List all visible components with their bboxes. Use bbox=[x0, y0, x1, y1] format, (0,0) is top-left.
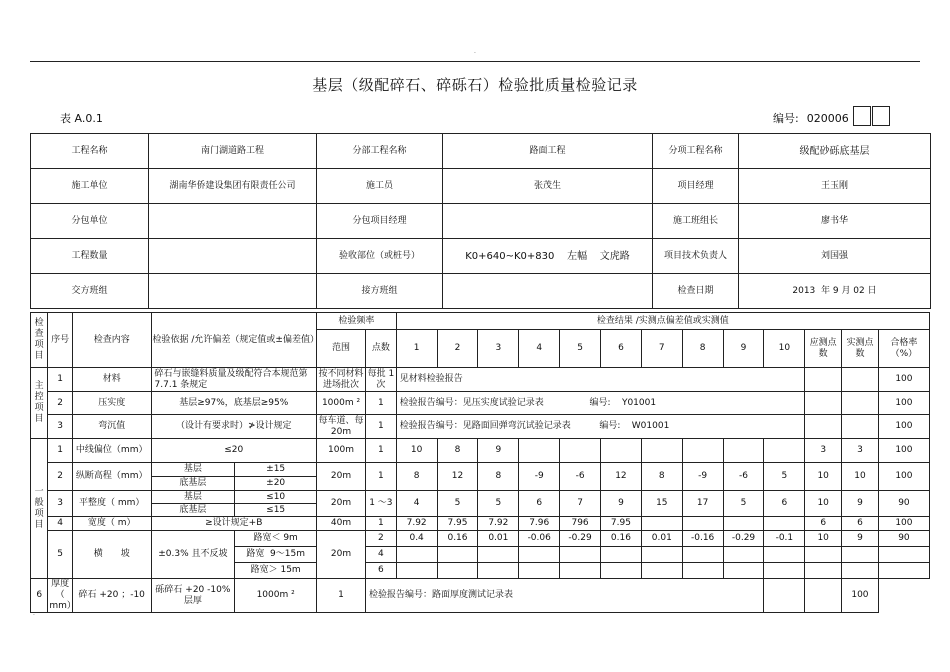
value: 8 bbox=[437, 439, 478, 463]
value: 7 bbox=[560, 491, 601, 517]
rate bbox=[878, 547, 929, 563]
actual: 9 bbox=[842, 531, 879, 547]
inspect-date: 2013 年 9 月 02 日 bbox=[739, 274, 931, 309]
content: 平整度（ mm） bbox=[72, 491, 151, 517]
value: 5 bbox=[764, 463, 805, 491]
basis-2: 砾碎石 +20 -10% 层厚 bbox=[151, 579, 235, 613]
contractor: 湖南华侨建设集团有限责任公司 bbox=[149, 169, 317, 204]
value bbox=[437, 547, 478, 563]
header-table bbox=[30, 133, 931, 309]
top-rule bbox=[30, 61, 920, 62]
value: 6 bbox=[764, 491, 805, 517]
should bbox=[805, 392, 842, 415]
rate: 100 bbox=[842, 579, 879, 613]
table-row bbox=[31, 392, 930, 415]
location-label: 验收部位（或桩号） bbox=[317, 239, 443, 274]
handover-team bbox=[149, 274, 317, 309]
should bbox=[805, 415, 842, 439]
value: 5 bbox=[437, 491, 478, 517]
value: 4 bbox=[396, 491, 437, 517]
table-row bbox=[31, 415, 930, 439]
col-actual: 实测点数 bbox=[842, 330, 879, 368]
should: 10 bbox=[805, 491, 842, 517]
range: 100m bbox=[317, 439, 366, 463]
value bbox=[764, 517, 805, 531]
value: -0.29 bbox=[723, 531, 764, 547]
main-category: 主控项目 bbox=[31, 368, 48, 439]
table-row bbox=[31, 531, 930, 547]
value bbox=[764, 547, 805, 563]
basis: 碎石 +20 ；-10 bbox=[72, 579, 151, 613]
content: 弯沉值 bbox=[72, 415, 151, 439]
subcontractor-label: 分包单位 bbox=[31, 204, 149, 239]
points: 2 bbox=[366, 531, 397, 547]
col-results: 检查结果 /实测点偏差值或实测值 bbox=[396, 313, 929, 330]
value bbox=[478, 563, 519, 579]
seq: 1 bbox=[48, 439, 73, 463]
range: 20m bbox=[317, 491, 366, 517]
tolerance: ±20 bbox=[235, 477, 317, 491]
content: 压实度 bbox=[72, 392, 151, 415]
basis: 碎石与嵌缝料质量及级配符合本规范第 7.7.1 条规定 bbox=[151, 368, 316, 392]
value: 0.16 bbox=[601, 531, 642, 547]
content: 宽度（ m） bbox=[72, 517, 151, 531]
table-row bbox=[31, 368, 930, 392]
points: 每批 1 次 bbox=[366, 368, 397, 392]
result-text: 检验报告编号：路面厚度测试记录表 bbox=[366, 579, 764, 613]
range: 40m bbox=[317, 517, 366, 531]
table-row bbox=[31, 439, 930, 463]
should bbox=[764, 579, 805, 613]
actual bbox=[842, 392, 879, 415]
value: 7.92 bbox=[396, 517, 437, 531]
subcontractor bbox=[149, 204, 317, 239]
value bbox=[560, 563, 601, 579]
receiver-team-label: 接方班组 bbox=[317, 274, 443, 309]
value bbox=[723, 517, 764, 531]
seq: 2 bbox=[48, 463, 73, 491]
col-n: 6 bbox=[601, 330, 642, 368]
should: 10 bbox=[805, 463, 842, 491]
column-header-row bbox=[31, 313, 930, 330]
value bbox=[437, 563, 478, 579]
seq: 3 bbox=[48, 491, 73, 517]
points: 1 ～3 bbox=[366, 491, 397, 517]
value: 9 bbox=[478, 439, 519, 463]
value: 15 bbox=[641, 491, 682, 517]
should bbox=[805, 563, 842, 579]
item-project: 级配砂砾底基层 bbox=[739, 134, 931, 169]
sub-layer: 基层 bbox=[151, 463, 235, 477]
tech-lead-label: 项目技术负责人 bbox=[653, 239, 739, 274]
value: -6 bbox=[560, 463, 601, 491]
col-freq: 检验频率 bbox=[317, 313, 397, 330]
sub-pm-label: 分包项目经理 bbox=[317, 204, 443, 239]
value bbox=[519, 563, 560, 579]
actual bbox=[805, 579, 842, 613]
basis: ±0.3% 且不反坡 bbox=[151, 531, 235, 579]
value: 7.95 bbox=[437, 517, 478, 531]
value: -9 bbox=[682, 463, 723, 491]
basis: 基层≥97%，底基层≥95% bbox=[151, 392, 316, 415]
team-leader: 廖书华 bbox=[739, 204, 931, 239]
table-row bbox=[31, 491, 930, 504]
value bbox=[519, 439, 560, 463]
should bbox=[805, 547, 842, 563]
seq: 2 bbox=[48, 392, 73, 415]
rate: 100 bbox=[878, 517, 929, 531]
table-row bbox=[31, 579, 930, 613]
value: 8 bbox=[641, 463, 682, 491]
handover-team-label: 交方班组 bbox=[31, 274, 149, 309]
value: 8 bbox=[396, 463, 437, 491]
col-n: 4 bbox=[519, 330, 560, 368]
header-row bbox=[31, 204, 931, 239]
col-n: 8 bbox=[682, 330, 723, 368]
col-seq: 序号 bbox=[48, 313, 73, 368]
range: 1000m ² bbox=[317, 392, 366, 415]
value: 5 bbox=[478, 491, 519, 517]
seq: 3 bbox=[48, 415, 73, 439]
points: 6 bbox=[366, 563, 397, 579]
range: 1000m ² bbox=[235, 579, 317, 613]
rate: 100 bbox=[878, 415, 929, 439]
value: 12 bbox=[437, 463, 478, 491]
range: 20m bbox=[317, 531, 366, 579]
value bbox=[682, 517, 723, 531]
value bbox=[560, 547, 601, 563]
result-text: 见材料检验报告 bbox=[396, 368, 805, 392]
value: -0.1 bbox=[764, 531, 805, 547]
serial-number bbox=[773, 110, 849, 126]
value: 0.4 bbox=[396, 531, 437, 547]
content: 纵断高程（mm） bbox=[72, 463, 151, 491]
col-should: 应测点数 bbox=[805, 330, 842, 368]
basis: ≤20 bbox=[151, 439, 316, 463]
value: -9 bbox=[519, 463, 560, 491]
quantity bbox=[149, 239, 317, 274]
value: 796 bbox=[560, 517, 601, 531]
top-dot: · bbox=[474, 50, 476, 57]
value: -0.06 bbox=[519, 531, 560, 547]
actual bbox=[842, 547, 879, 563]
sub-layer: 基层 bbox=[151, 491, 235, 504]
general-category: 一般项目 bbox=[31, 439, 48, 579]
value bbox=[560, 439, 601, 463]
value bbox=[641, 439, 682, 463]
value: 8 bbox=[478, 463, 519, 491]
basis: （设计有要求时）≯设计规定 bbox=[151, 415, 316, 439]
col-content: 检查内容 bbox=[72, 313, 151, 368]
seq: 5 bbox=[48, 531, 73, 579]
points: 1 bbox=[366, 439, 397, 463]
table-row bbox=[31, 463, 930, 477]
value: -0.16 bbox=[682, 531, 723, 547]
form-number: 表 A.0.1 bbox=[60, 112, 103, 125]
value: -6 bbox=[723, 463, 764, 491]
bottom-dot: · bbox=[33, 612, 35, 619]
value: 7.96 bbox=[519, 517, 560, 531]
value bbox=[601, 439, 642, 463]
content: 中线偏位（mm） bbox=[72, 439, 151, 463]
actual: 3 bbox=[842, 439, 879, 463]
contractor-label: 施工单位 bbox=[31, 169, 149, 204]
page-title: 基层（级配碎石、碎砾石）检验批质量检验记录 bbox=[312, 76, 638, 94]
col-points: 点数 bbox=[366, 330, 397, 368]
tolerance: ±15 bbox=[235, 463, 317, 477]
points: 1 bbox=[366, 517, 397, 531]
tolerance: ≤15 bbox=[235, 504, 317, 517]
value bbox=[601, 547, 642, 563]
value: 10 bbox=[396, 439, 437, 463]
value: 6 bbox=[519, 491, 560, 517]
rate: 90 bbox=[878, 491, 929, 517]
sub-layer: 底基层 bbox=[151, 504, 235, 517]
col-range: 范围 bbox=[317, 330, 366, 368]
inspect-date-label: 检查日期 bbox=[653, 274, 739, 309]
result-text: 检验报告编号：见路面回弹弯沉试验记录表 编号: W01001 bbox=[396, 415, 805, 439]
serial-box bbox=[872, 106, 890, 126]
constructor: 张茂生 bbox=[443, 169, 653, 204]
actual bbox=[842, 563, 879, 579]
project-name-label: 工程名称 bbox=[31, 134, 149, 169]
range: 每车道、每 20m bbox=[317, 415, 366, 439]
value: 0.16 bbox=[437, 531, 478, 547]
value bbox=[682, 439, 723, 463]
points: 4 bbox=[366, 547, 397, 563]
value: 7.92 bbox=[478, 517, 519, 531]
rate: 100 bbox=[878, 463, 929, 491]
col-basis: 检验依据 /允许偏差（规定值或±偏差值） bbox=[151, 313, 316, 368]
receiver-team bbox=[443, 274, 653, 309]
basis: ≥设计规定+B bbox=[151, 517, 316, 531]
location: K0+640~K0+830 左幅 文虎路 bbox=[443, 239, 653, 274]
serial-box bbox=[853, 106, 871, 126]
value: 7.95 bbox=[601, 517, 642, 531]
road-width: 路宽 9～15m bbox=[235, 547, 317, 563]
constructor-label: 施工员 bbox=[317, 169, 443, 204]
pm-label: 项目经理 bbox=[653, 169, 739, 204]
header-row bbox=[31, 134, 931, 169]
range: 按不同材料进场批次 bbox=[317, 368, 366, 392]
rate: 100 bbox=[878, 439, 929, 463]
value: 0.01 bbox=[478, 531, 519, 547]
value bbox=[723, 547, 764, 563]
result-text: 检验报告编号：见压实度试验记录表 编号: Y01001 bbox=[396, 392, 805, 415]
value bbox=[641, 547, 682, 563]
col-n: 10 bbox=[764, 330, 805, 368]
value: 9 bbox=[601, 491, 642, 517]
actual: 9 bbox=[842, 491, 879, 517]
pm: 王玉刚 bbox=[739, 169, 931, 204]
value bbox=[641, 563, 682, 579]
should: 3 bbox=[805, 439, 842, 463]
seq: 6 bbox=[31, 579, 48, 613]
value: 0.01 bbox=[641, 531, 682, 547]
col-n: 7 bbox=[641, 330, 682, 368]
points: 1 bbox=[366, 463, 397, 491]
tech-lead: 刘国强 bbox=[739, 239, 931, 274]
value bbox=[723, 439, 764, 463]
header-row bbox=[31, 239, 931, 274]
team-leader-label: 施工班组长 bbox=[653, 204, 739, 239]
points: 1 bbox=[366, 392, 397, 415]
should: 10 bbox=[805, 531, 842, 547]
road-width: 路宽＜ 9m bbox=[235, 531, 317, 547]
points: 1 bbox=[366, 415, 397, 439]
inspection-table bbox=[30, 312, 930, 613]
col-n: 5 bbox=[560, 330, 601, 368]
rate bbox=[878, 563, 929, 579]
col-n: 2 bbox=[437, 330, 478, 368]
value bbox=[682, 563, 723, 579]
quantity-label: 工程数量 bbox=[31, 239, 149, 274]
sub-layer: 底基层 bbox=[151, 477, 235, 491]
should: 6 bbox=[805, 517, 842, 531]
rate: 100 bbox=[878, 392, 929, 415]
col-category: 检查项目 bbox=[31, 313, 48, 368]
content: 厚度（ mm） bbox=[49, 579, 76, 611]
content: 材料 bbox=[72, 368, 151, 392]
serial-value: 020006 bbox=[806, 112, 849, 125]
tolerance: ≤10 bbox=[235, 491, 317, 504]
value bbox=[396, 563, 437, 579]
seq: 4 bbox=[48, 517, 73, 531]
content: 横 坡 bbox=[72, 531, 151, 579]
project-name: 南门湖道路工程 bbox=[149, 134, 317, 169]
rate: 100 bbox=[878, 368, 929, 392]
value bbox=[601, 563, 642, 579]
value bbox=[641, 517, 682, 531]
sub-project-label: 分部工程名称 bbox=[317, 134, 443, 169]
value: 12 bbox=[601, 463, 642, 491]
value: 17 bbox=[682, 491, 723, 517]
col-rate: 合格率（%） bbox=[878, 330, 929, 368]
serial-boxes bbox=[853, 106, 891, 126]
table-row bbox=[31, 517, 930, 531]
actual: 10 bbox=[842, 463, 879, 491]
road-width: 路宽＞ 15m bbox=[235, 563, 317, 579]
value bbox=[764, 563, 805, 579]
actual bbox=[842, 415, 879, 439]
points: 1 bbox=[317, 579, 366, 613]
rate: 90 bbox=[878, 531, 929, 547]
value: 5 bbox=[723, 491, 764, 517]
seq: 1 bbox=[48, 368, 73, 392]
sub-pm bbox=[443, 204, 653, 239]
col-n: 9 bbox=[723, 330, 764, 368]
value bbox=[478, 547, 519, 563]
col-n: 3 bbox=[478, 330, 519, 368]
value bbox=[519, 547, 560, 563]
header-row bbox=[31, 274, 931, 309]
range: 20m bbox=[317, 463, 366, 491]
sub-project: 路面工程 bbox=[443, 134, 653, 169]
value bbox=[682, 547, 723, 563]
value bbox=[764, 439, 805, 463]
value: -0.29 bbox=[560, 531, 601, 547]
value bbox=[723, 563, 764, 579]
col-n: 1 bbox=[396, 330, 437, 368]
header-row bbox=[31, 169, 931, 204]
actual: 6 bbox=[842, 517, 879, 531]
item-project-label: 分项工程名称 bbox=[653, 134, 739, 169]
value bbox=[396, 547, 437, 563]
serial-label: 编号: bbox=[773, 112, 799, 125]
actual bbox=[842, 368, 879, 392]
should bbox=[805, 368, 842, 392]
